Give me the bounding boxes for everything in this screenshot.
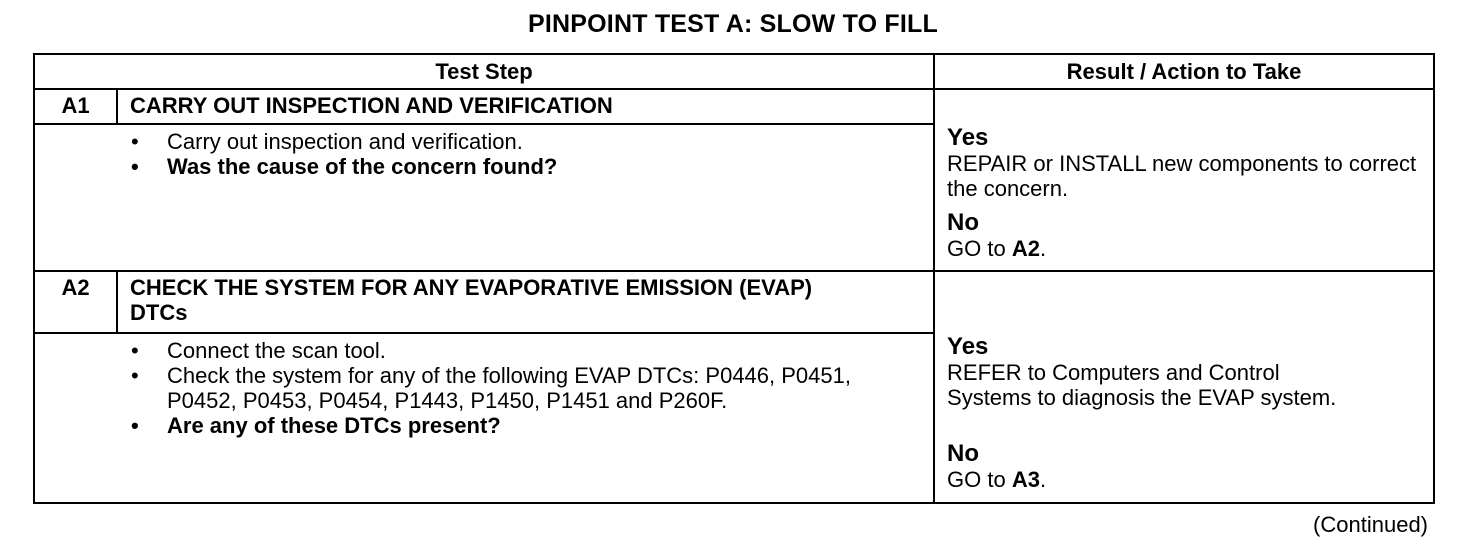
step-heading: CHECK THE SYSTEM FOR ANY EVAPORATIVE EMISSION (EVAP) DTCs [117,271,934,333]
yes-label: Yes [947,333,989,360]
no-target: A3 [1011,467,1040,492]
bullet-item: • Check the system for any of the following EVAP DTCs: P0446, P0451, P0452, P0453, P0454, P1443, P1450, P1451 and P260F. [131,363,883,413]
no-action: GO to A2. [947,236,1047,261]
yes-label: Yes [947,124,989,151]
step-heading: CARRY OUT INSPECTION AND VERIFICATION [117,89,934,124]
question-item: • Was the cause of the concern found? [131,154,933,179]
yes-action: REPAIR or INSTALL new components to correct the concern. [947,151,1417,201]
page-title: PINPOINT TEST A: SLOW TO FILL [528,10,938,38]
step-a1-bullets [117,125,933,179]
result-header: Result / Action to Take [934,54,1434,89]
test-step-header: Test Step [34,54,934,89]
pinpoint-test-table [33,53,1435,504]
no-action: GO to A3. [947,467,1047,492]
question-item: • Are any of these DTCs present? [131,413,883,438]
step-id-blank [34,124,117,271]
no-label: No [947,209,980,236]
step-a2-heading-row [34,271,1434,333]
header-row [34,54,1434,89]
step-a2-result [934,271,1434,503]
step-a1-result [934,89,1434,271]
step-a1-body [117,124,934,271]
no-target: A2 [1011,236,1040,261]
step-id-blank [34,333,117,503]
step-id: A2 [34,271,117,333]
no-label: No [947,440,980,467]
continued-note: (Continued) [1313,512,1428,537]
bullet-item: • Connect the scan tool. [131,338,883,363]
step-a2-bullets [117,334,933,438]
step-a2-body [117,333,934,503]
step-id: A1 [34,89,117,124]
yes-action: REFER to Computers and Control Systems to diagnosis the EVAP system. [947,360,1337,410]
step-a1-heading-row [34,89,1434,124]
bullet-item: • Carry out inspection and verification. [131,129,933,154]
